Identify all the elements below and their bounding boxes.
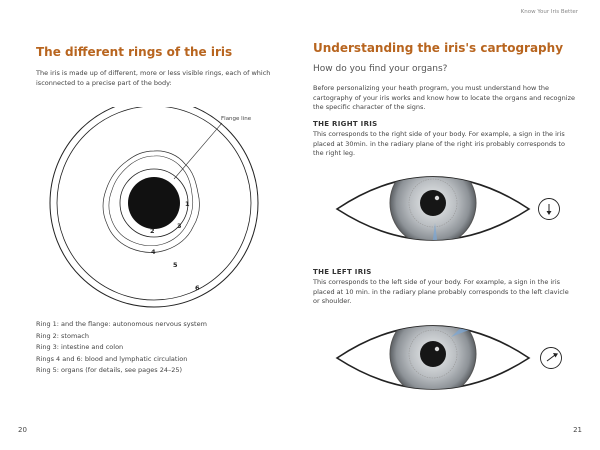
right-page-number: 21 <box>573 426 582 434</box>
right-iris-eye-illustration <box>333 163 533 253</box>
right-subtitle: How do you find your organs? <box>313 64 448 74</box>
iris-rings-diagram <box>30 107 290 322</box>
ring-legend-item: Ring 5: organs (for details, see pages 24–25) <box>36 366 183 374</box>
ring-legend-item: Ring 3: intestine and colon <box>36 343 124 351</box>
ring-number-2: 2 <box>150 227 155 235</box>
right-title: Understanding the iris's cartography <box>313 41 564 55</box>
left-iris-clock-marker <box>539 346 563 370</box>
left-intro: The iris is made up of different, more or less visible rings, each of which isconnected to a precise part of the body: <box>36 69 271 87</box>
right-iris-clock-marker <box>537 197 561 221</box>
running-title: Know Your Iris Better <box>520 9 578 15</box>
left-page-number: 20 <box>18 426 27 434</box>
pupil <box>128 177 180 229</box>
ring-number-5: 5 <box>173 261 178 269</box>
right-iris-heading: THE RIGHT IRIS <box>313 120 378 128</box>
ring-legend-list <box>36 319 207 377</box>
left-iris-eye-illustration <box>333 310 533 405</box>
ring-legend-item: Ring 2: stomach <box>36 331 89 340</box>
left-title: The different rings of the iris <box>36 45 233 59</box>
left-pupil <box>420 341 446 367</box>
flange-label: Flange line <box>221 116 252 122</box>
ring-legend-item: Rings 4 and 6: blood and lymphatic circulation <box>36 354 188 363</box>
flange-pointer-line <box>174 123 222 179</box>
right-iris-text: This corresponds to the right side of your body. For example, a sign in the iris placed at 30min. in the radiary plane of the right iris probably corresponds to the right leg. <box>313 130 565 157</box>
ring-number-1: 1 <box>185 200 190 208</box>
right-intro: Before personalizing your heath program, you must understand how the cartography of your iris works and know how to locate the organs and recognize the specific character of the signs. <box>313 84 575 111</box>
right-pupil <box>420 190 446 216</box>
left-iris-text: This corresponds to the left side of your body. For example, a sign in the iris placed at 10 min. in the radiary plane probably corresponds to the left clavicle or shoulder. <box>313 278 569 305</box>
ring-number-4: 4 <box>151 248 156 256</box>
ring-number-6: 6 <box>195 284 200 292</box>
ring-legend-item: Ring 1: and the flange: autonomous nervous system <box>36 320 207 328</box>
ring-number-3: 3 <box>177 222 182 230</box>
left-iris-heading: THE LEFT IRIS <box>313 268 372 276</box>
